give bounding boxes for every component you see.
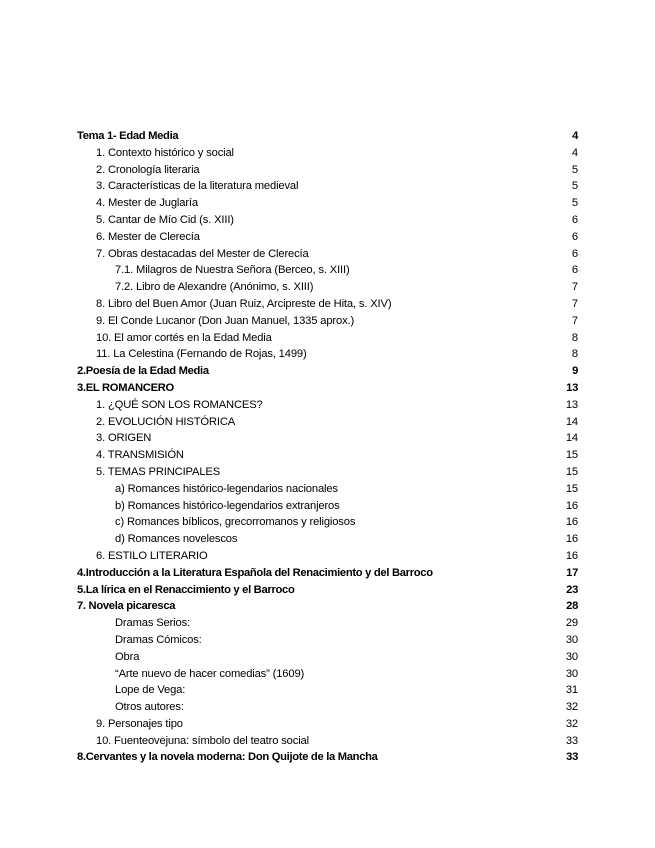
- toc-entry-title: 1. Contexto histórico y social: [96, 146, 234, 159]
- toc-entry-title: 9. El Conde Lucanor (Don Juan Manuel, 1335 aprox.): [96, 314, 355, 327]
- toc-entry[interactable]: [77, 531, 578, 548]
- toc-entry-page-number: 16: [565, 516, 578, 529]
- toc-entry[interactable]: [77, 716, 578, 733]
- toc-entry-page-number: 5: [571, 197, 578, 210]
- toc-entry[interactable]: [77, 447, 578, 464]
- toc-entry-title: Tema 1- Edad Media: [77, 130, 179, 142]
- toc-entry[interactable]: [77, 733, 578, 750]
- toc-entry-page-number: 33: [565, 734, 578, 747]
- toc-entry-page-number: 14: [565, 432, 578, 445]
- toc-entry-title: 4. TRANSMISIÓN: [96, 449, 184, 462]
- toc-entry-page-number: 32: [565, 701, 578, 714]
- toc-entry-page-number: 33: [566, 751, 578, 764]
- toc-entry-title: Dramas Cómicos:: [115, 633, 202, 646]
- toc-entry[interactable]: [77, 481, 578, 498]
- toc-entry[interactable]: [77, 464, 578, 481]
- toc-entry-page-number: 31: [565, 684, 578, 697]
- toc-entry-title: 8.Cervantes y la novela moderna: Don Quijote de la Mancha: [77, 751, 378, 764]
- toc-entry-page-number: 16: [565, 533, 578, 546]
- toc-entry-page-number: 30: [565, 633, 578, 646]
- toc-entry[interactable]: [77, 262, 578, 279]
- toc-entry-title: 2. EVOLUCIÓN HISTÓRICA: [96, 415, 236, 428]
- toc-entry-page-number: 15: [565, 482, 578, 495]
- toc-entry-title: 1. ¿QUÉ SON LOS ROMANCES?: [96, 398, 263, 411]
- toc-entry[interactable]: [77, 699, 578, 716]
- toc-entry-page-number: 16: [565, 499, 578, 512]
- toc-entry-page-number: 6: [571, 230, 578, 243]
- toc-entry-title: 7.1. Milagros de Nuestra Señora (Berceo, s. XIII): [115, 264, 350, 277]
- toc-entry-title: 3.EL ROMANCERO: [77, 381, 174, 394]
- toc-entry-title: b) Romances histórico-legendarios extranjeros: [115, 499, 340, 512]
- toc-entry-page-number: 8: [571, 348, 578, 361]
- toc-entry-title: 5. TEMAS PRINCIPALES: [96, 465, 221, 478]
- toc-entry-title: 5.La lírica en el Renaccimiento y el Barroco: [77, 583, 295, 596]
- toc-entry-page-number: 30: [565, 650, 578, 663]
- toc-entry-page-number: 23: [566, 583, 578, 596]
- toc-entry-page-number: 8: [571, 331, 578, 344]
- toc-entry-page-number: 4: [572, 130, 578, 142]
- toc-entry[interactable]: [77, 565, 578, 582]
- toc-entry[interactable]: [77, 514, 578, 531]
- toc-entry[interactable]: [77, 162, 578, 179]
- toc-entry-title: 10. El amor cortés en la Edad Media: [96, 331, 272, 344]
- toc-entry-page-number: 28: [566, 600, 578, 613]
- toc-entry-page-number: 6: [571, 213, 578, 226]
- toc-entry[interactable]: [77, 246, 578, 263]
- table-of-contents: [77, 128, 578, 766]
- toc-entry[interactable]: [77, 128, 578, 145]
- toc-entry[interactable]: [77, 212, 578, 229]
- toc-entry-title: 5. Cantar de Mío Cid (s. XIII): [96, 213, 234, 226]
- toc-entry-page-number: 7: [571, 297, 578, 310]
- toc-entry[interactable]: [77, 666, 578, 683]
- toc-entry[interactable]: [77, 598, 578, 615]
- toc-entry[interactable]: [77, 296, 578, 313]
- toc-entry-page-number: 13: [566, 381, 578, 394]
- toc-entry-page-number: 5: [571, 163, 578, 176]
- toc-entry-page-number: 30: [565, 667, 578, 680]
- toc-entry-title: 2. Cronología literaria: [96, 163, 200, 176]
- toc-entry[interactable]: [77, 145, 578, 162]
- toc-entry-page-number: 13: [565, 398, 578, 411]
- toc-entry-page-number: 6: [571, 247, 578, 260]
- toc-entry[interactable]: [77, 582, 578, 599]
- toc-entry[interactable]: [77, 178, 578, 195]
- toc-entry-title: 2.Poesía de la Edad Media: [77, 365, 209, 378]
- toc-entry-title: Dramas Serios:: [115, 617, 190, 630]
- toc-entry[interactable]: [77, 330, 578, 347]
- toc-entry-page-number: 7: [571, 281, 578, 294]
- toc-entry-title: d) Romances novelescos: [115, 533, 238, 546]
- toc-entry-title: 6. Mester de Clerecía: [96, 230, 200, 243]
- toc-entry-page-number: 5: [571, 180, 578, 193]
- toc-entry-page-number: 32: [565, 717, 578, 730]
- toc-entry[interactable]: [77, 498, 578, 515]
- toc-entry[interactable]: [77, 229, 578, 246]
- toc-entry-page-number: 4: [571, 146, 578, 159]
- toc-entry-title: a) Romances histórico-legendarios nacionales: [115, 482, 338, 495]
- toc-entry[interactable]: [77, 313, 578, 330]
- toc-entry[interactable]: [77, 363, 578, 380]
- toc-entry-title: 11. La Celestina (Fernando de Rojas, 1499): [96, 348, 307, 361]
- toc-entry-page-number: 9: [572, 365, 578, 378]
- toc-entry-title: 7. Novela picaresca: [77, 600, 176, 613]
- toc-entry-page-number: 17: [566, 566, 578, 579]
- toc-entry-page-number: 7: [571, 314, 578, 327]
- toc-entry-title: 9. Personajes tipo: [96, 717, 183, 730]
- toc-entry[interactable]: [77, 682, 578, 699]
- toc-entry-page-number: 14: [565, 415, 578, 428]
- toc-entry-title: “Arte nuevo de hacer comedias” (1609): [115, 667, 305, 680]
- toc-entry-title: Obra: [115, 650, 140, 663]
- toc-entry[interactable]: [77, 649, 578, 666]
- toc-entry-title: 7.2. Libro de Alexandre (Anónimo, s. XIII): [115, 281, 314, 294]
- toc-entry-page-number: 29: [565, 617, 578, 630]
- toc-entry-title: 8. Libro del Buen Amor (Juan Ruiz, Arcipreste de Hita, s. XIV): [96, 297, 392, 310]
- toc-entry-title: 3. ORIGEN: [96, 432, 152, 445]
- toc-entry-title: 7. Obras destacadas del Mester de Clerecía: [96, 247, 309, 260]
- toc-entry-page-number: 15: [565, 465, 578, 478]
- toc-entry[interactable]: [77, 346, 578, 363]
- toc-entry-title: 4. Mester de Juglaría: [96, 197, 198, 210]
- toc-entry[interactable]: [77, 749, 578, 766]
- toc-entry-title: 10. Fuenteovejuna: símbolo del teatro social: [96, 734, 309, 747]
- toc-entry[interactable]: [77, 380, 578, 397]
- toc-entry[interactable]: [77, 279, 578, 296]
- toc-entry[interactable]: [77, 548, 578, 565]
- toc-entry-title: 4.Introducción a la Literatura Española del Renacimiento y del Barroco: [77, 566, 433, 579]
- toc-entry-page-number: 16: [565, 549, 578, 562]
- toc-entry[interactable]: [77, 397, 578, 414]
- toc-entry-page-number: 15: [565, 449, 578, 462]
- toc-entry[interactable]: [77, 195, 578, 212]
- toc-entry-title: Lope de Vega:: [115, 684, 186, 697]
- toc-entry[interactable]: [77, 414, 578, 431]
- toc-entry-title: 3. Características de la literatura medieval: [96, 180, 299, 193]
- toc-entry-title: 6. ESTILO LITERARIO: [96, 549, 208, 562]
- toc-entry-page-number: 6: [571, 264, 578, 277]
- toc-entry[interactable]: [77, 632, 578, 649]
- toc-entry-title: c) Romances bíblicos, grecorromanos y religiosos: [115, 516, 356, 529]
- toc-entry-title: Otros autores:: [115, 701, 184, 714]
- toc-entry[interactable]: [77, 430, 578, 447]
- toc-entry[interactable]: [77, 615, 578, 632]
